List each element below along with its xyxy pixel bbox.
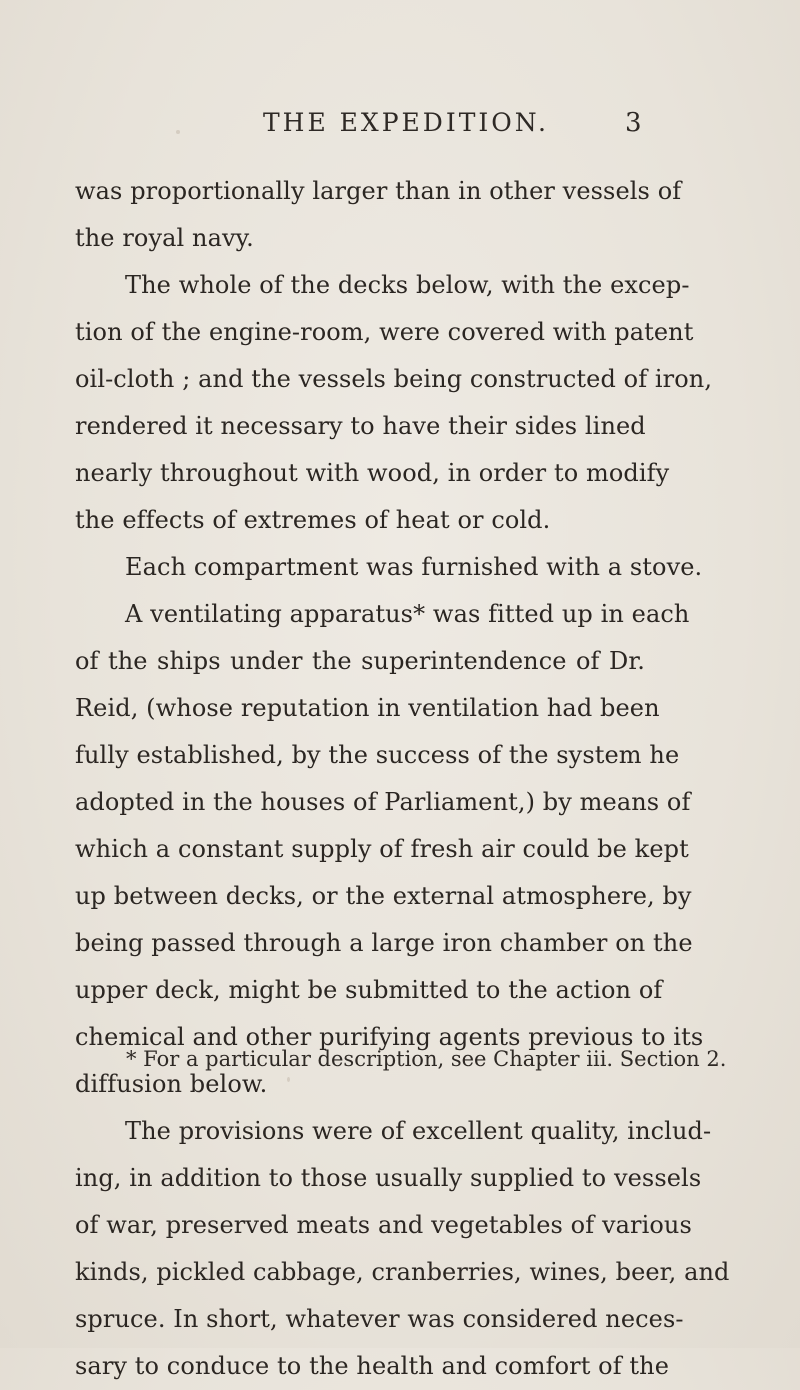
text-line: spruce. In short, whatever was considered neces- xyxy=(75,1305,684,1333)
footnote: * For a particular description, see Chapter iii. Section 2. xyxy=(126,1047,727,1071)
text-line: sary to conduce to the health and comfort of the xyxy=(75,1352,670,1380)
page-number: 3 xyxy=(625,108,642,138)
text-line: up between decks, or the external atmosphere, by xyxy=(75,882,692,910)
text-line: of war, preserved meats and vegetables of various xyxy=(75,1211,692,1239)
text-line: Each compartment was furnished with a stove. xyxy=(125,553,703,581)
text-line: nearly throughout with wood, in order to modify xyxy=(75,459,670,487)
text-line: being passed through a large iron chamber on the xyxy=(75,929,693,957)
body-text xyxy=(75,168,730,1390)
text-line: The whole of the decks below, with the excep- xyxy=(125,271,690,299)
text-line: the effects of extremes of heat or cold. xyxy=(75,506,551,534)
text-line: kinds, pickled cabbage, cranberries, wines, beer, and xyxy=(75,1258,730,1286)
text-line: of the ships under the superintendence of Dr. xyxy=(75,647,645,675)
text-line: upper deck, might be submitted to the action of xyxy=(75,976,663,1004)
text-line: adopted in the houses of Parliament,) by means of xyxy=(75,788,691,816)
text-line: ing, in addition to those usually supplied to vessels xyxy=(75,1164,702,1192)
running-head xyxy=(0,108,800,148)
text-line: The provisions were of excellent quality, includ- xyxy=(125,1117,712,1145)
text-line: tion of the engine-room, were covered with patent xyxy=(75,318,694,346)
running-title: THE EXPEDITION. xyxy=(263,108,549,137)
text-line: rendered it necessary to have their sides lined xyxy=(75,412,646,440)
text-line: fully established, by the success of the system he xyxy=(75,741,680,769)
text-line: diffusion below. xyxy=(75,1070,268,1098)
text-line: Reid, (whose reputation in ventilation had been xyxy=(75,694,660,722)
text-line: A ventilating apparatus* was fitted up in each xyxy=(125,600,690,628)
text-line: oil-cloth ; and the vessels being constructed of iron, xyxy=(75,365,713,393)
text-line: which a constant supply of fresh air could be kept xyxy=(75,835,689,863)
text-line: the royal navy. xyxy=(75,224,254,252)
text-line: chemical and other purifying agents previous to its xyxy=(75,1023,704,1051)
text-line: was proportionally larger than in other vessels of xyxy=(75,177,682,205)
